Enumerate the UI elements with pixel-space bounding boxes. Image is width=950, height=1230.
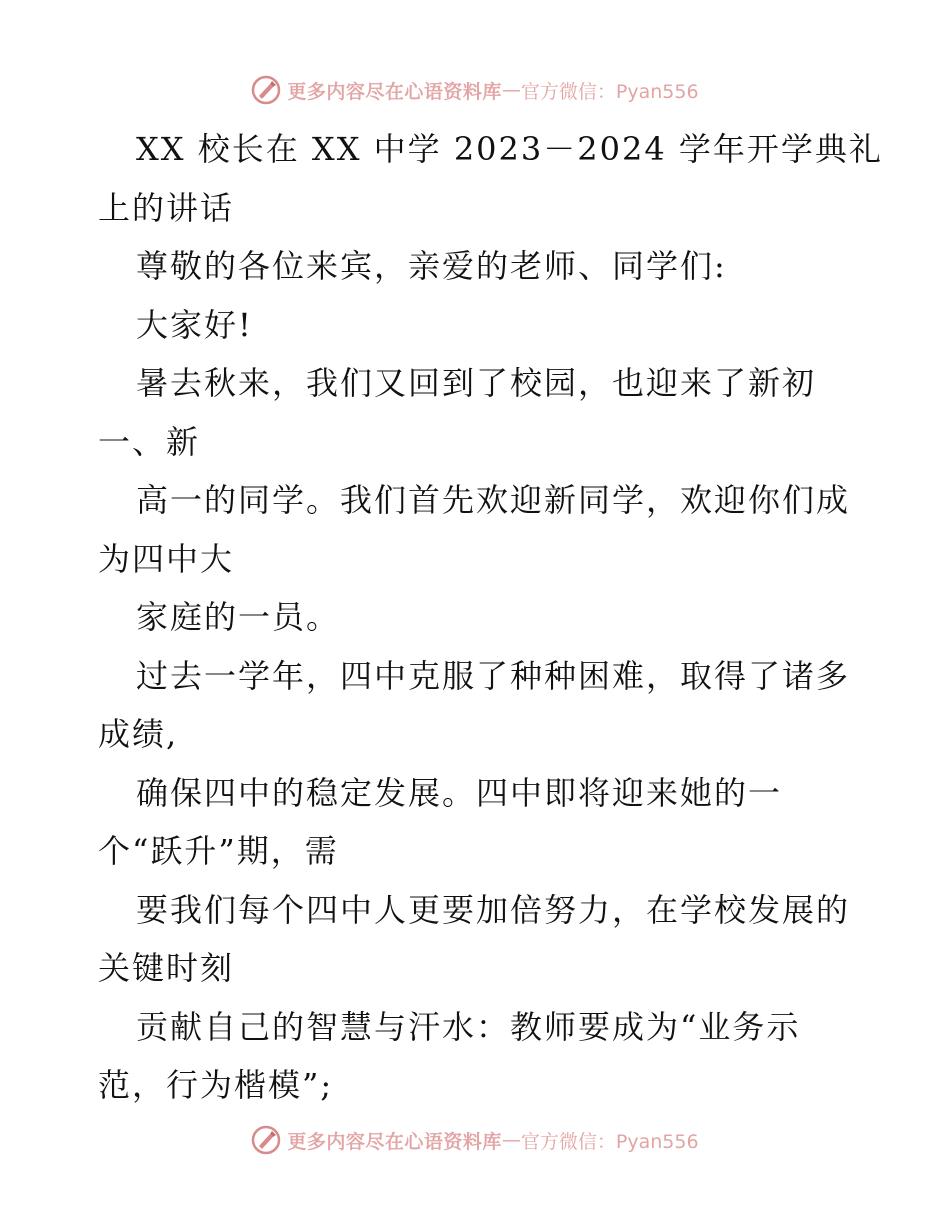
watermark-wechat: 官方微信：Pyan556 bbox=[520, 80, 699, 103]
footer-watermark-banner bbox=[0, 1120, 950, 1160]
watermark-dash: — bbox=[501, 1129, 521, 1151]
doc-line: 一、新 bbox=[98, 422, 201, 461]
pen-logo-icon bbox=[251, 75, 281, 105]
doc-line: 关键时刻 bbox=[98, 949, 235, 987]
pen-logo-icon bbox=[251, 1125, 281, 1155]
doc-line: 暑去秋来，我们又回到了校园，也迎来了新初 bbox=[136, 364, 817, 402]
doc-line: 贡献自己的智慧与汗水：教师要成为“业务示 bbox=[136, 1007, 801, 1046]
doc-line: 大家好! bbox=[136, 305, 253, 344]
doc-line: 要我们每个四中人更要加倍努力，在学校发展的 bbox=[136, 890, 851, 929]
watermark-text: 更多内容尽在心语资料库 bbox=[287, 1130, 502, 1153]
doc-line: 范，行为楷模”; bbox=[98, 1066, 334, 1104]
doc-line: 上的讲话 bbox=[98, 188, 235, 227]
doc-line: 为四中大 bbox=[98, 539, 235, 578]
doc-line: XX 校长在 XX 中学 2023－2024 学年开学典礼 bbox=[136, 130, 883, 168]
doc-line: 过去一学年，四中克服了种种困难，取得了诸多 bbox=[136, 656, 851, 695]
watermark-text: 更多内容尽在心语资料库 bbox=[287, 80, 502, 103]
doc-line: 高一的同学。我们首先欢迎新同学，欢迎你们成 bbox=[136, 481, 851, 519]
watermark-dash: — bbox=[501, 79, 521, 101]
doc-line: 确保四中的稳定发展。四中即将迎来她的一 bbox=[136, 773, 783, 812]
header-watermark-banner bbox=[0, 70, 950, 110]
watermark-wechat: 官方微信：Pyan556 bbox=[520, 1130, 699, 1153]
doc-line: 尊敬的各位来宾，亲爱的老师、同学们: bbox=[136, 247, 727, 285]
doc-line: 家庭的一员。 bbox=[136, 598, 341, 636]
document-body bbox=[98, 120, 883, 1115]
doc-line: 个“跃升”期，需 bbox=[98, 832, 339, 870]
doc-line: 成绩, bbox=[98, 715, 179, 753]
